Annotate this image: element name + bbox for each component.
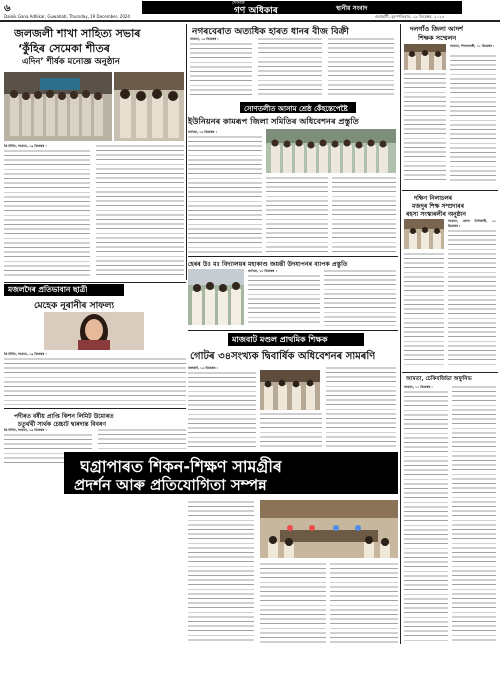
story-body-col2 xyxy=(260,412,322,449)
story-body-col3 xyxy=(326,366,396,449)
sidebar-teachers-meet xyxy=(402,22,498,188)
page-number: ৬ xyxy=(4,3,11,14)
story-body-col1 xyxy=(188,371,256,449)
story-headline: মেহেক নূৰানীৰ সাফল্য xyxy=(34,301,115,311)
dateline-en: Dainik Gana Adhikar, Guwahati, Thursday, 19 December, 2024 xyxy=(4,14,130,19)
student-photo xyxy=(44,312,144,350)
story-body-col2 xyxy=(260,562,326,644)
dateline-as: গুৱাহাটী, বৃহস্পতিবাৰ, ১৯ ডিচেম্বৰ, ২০২৪ xyxy=(375,14,445,19)
story-rule xyxy=(188,330,398,331)
story-sahitya-sabha xyxy=(4,24,184,280)
sidebar-dateline: আমতা, ১১ ডিচেম্বৰ : xyxy=(404,385,433,389)
story-exhibition xyxy=(4,452,398,648)
story-dateline: ৰংগিয়া, ১৮ ডিচেম্বৰ : xyxy=(248,269,277,273)
story-body-col2 xyxy=(324,269,396,326)
story-school-jubilee xyxy=(188,256,398,328)
story-body-col2 xyxy=(96,144,184,277)
sidebar-amta-news xyxy=(402,372,498,646)
story-headline-line3: এদিন’ শীৰ্ষক মনোজ্ঞ অনুষ্ঠান xyxy=(22,57,120,67)
masthead-bar xyxy=(142,1,462,14)
story-rice-seeds xyxy=(188,22,396,104)
story-body-col3 xyxy=(328,37,394,98)
story-body-col3 xyxy=(330,562,398,644)
story-dateline: ইচ চিনিব, আমতা, ১০ ডিচেম্বৰ : xyxy=(4,144,47,148)
sidebar-body-col1 xyxy=(448,229,496,367)
column-rule-right xyxy=(400,24,401,644)
story-headline-line2: ‘কুঁহিৰ সেমেকা শীতৰ xyxy=(18,42,110,55)
story-body-col3 xyxy=(332,176,396,253)
sidebar-body-col1 xyxy=(450,54,496,184)
sidebar-headline-line1: দক্ষিণ নিলাচলৰ xyxy=(414,195,453,202)
masthead xyxy=(0,0,500,23)
story-rule xyxy=(188,256,398,257)
sidebar-headline: আমতা, চেকিবৰ্জিডা অফুনিভ xyxy=(406,376,472,382)
story-body-col1 xyxy=(4,149,90,277)
story-body-col2 xyxy=(258,37,322,98)
exhibition-photo xyxy=(260,500,398,558)
story-headline-line1: জলজলী শাখা সাহিত্য সভাৰ xyxy=(14,27,141,40)
union-photo xyxy=(266,129,396,173)
story-dateline: ইচ চিনিব, আমতা, ১০ ডিচেম্বৰ : xyxy=(4,428,47,432)
story-rule xyxy=(4,282,186,283)
story-body-col1 xyxy=(248,274,320,326)
sidebar-body-col2 xyxy=(452,385,496,642)
story-dateline: মাজবাট, ১৩ ডিচেম্বৰ : xyxy=(188,366,218,370)
story-union-session xyxy=(188,102,398,254)
story-body-col1 xyxy=(190,42,252,98)
event-photo-2 xyxy=(114,72,184,141)
story-body-col2 xyxy=(266,176,328,253)
story-rule xyxy=(4,408,186,409)
story-headline-line2: প্ৰদৰ্শন আৰু প্ৰতিযোগিতা সম্পন্ন xyxy=(74,476,267,494)
sidebar-dateline: আমতা, কোনা তিনিবাৰী, ১১ ডিচেম্বৰ : xyxy=(448,219,496,228)
story-kicker: মাজবাট মণ্ডল প্ৰাথমিক শিক্ষক xyxy=(232,335,328,344)
section-label: স্থানীয় সংবাদ xyxy=(336,5,368,12)
story-kicker: সোণতলীত আসাম শ্ৰেষ্ঠ কেঁহন্তেপেষ্টৈ xyxy=(244,105,348,113)
story-dateline: আমতা, ১৩ ডিচেম্বৰ : xyxy=(190,37,219,41)
story-headline: গোটৰ ৩৪সংখ্যক দ্বিবাৰ্ষিক অধিবেশনৰ সামৰণি xyxy=(190,351,376,362)
sidebar-headline-line3: ৰহস্য সংস্কাৰলীৰ অনুষ্ঠান xyxy=(406,211,466,218)
sidebar-photo xyxy=(404,44,446,70)
sidebar-worker-program xyxy=(402,190,498,370)
sidebar-headline-line2: শিক্ষক সম্মেলন xyxy=(418,34,457,42)
story-headline: ইউনিয়নৰ কামৰূপ জিলা সমিতিৰ অধিবেশনৰ প্ৰস্তুতি xyxy=(188,116,359,126)
sidebar-headline-line1: দলগাঁও জিলা আদৰ্শ xyxy=(410,25,463,33)
story-headline-line1: ঘগ্ৰাপাৰত শিকন-শিক্ষণ সামগ্ৰীৰ xyxy=(80,457,282,476)
story-body-col1 xyxy=(188,135,262,253)
story-dateline: ইচ চিনিব, আমতা, ১০ ডিচেম্বৰ : xyxy=(4,352,47,356)
session-photo xyxy=(260,370,320,410)
story-student-success xyxy=(4,282,186,406)
sidebar-rule xyxy=(402,372,498,373)
story-headline-line2: চতুৰ্থৰ্থী সাৰ্থক চেচ্চাট দ্বাৰদান্ত বিবৰণ xyxy=(18,421,106,428)
story-headline: হেৰৰ উঃ মঃ বিদ্যালয়ৰ মহাকাণ্ড জয়ন্তী উদযাপনৰ ব্যাপক প্ৰস্তুতি xyxy=(188,261,348,268)
sidebar-headline-line2: মজদুৰ শিক্ষ সম্প্ৰদাৰৰ xyxy=(412,203,464,210)
paper-name: গণ অধিকাৰ xyxy=(234,6,278,16)
story-kicker: মজলদৈৰ প্ৰতিভাবান ছাত্ৰী xyxy=(8,285,88,294)
paper-prefix: দৈনিক xyxy=(232,0,245,6)
story-body xyxy=(4,357,186,405)
story-headline: নগৰবেৰাত অত্যধিক হাৰত ধানৰ বীজ বিক্ৰী xyxy=(192,27,349,37)
story-body-col1 xyxy=(188,500,254,644)
sidebar-body-col2 xyxy=(404,72,446,184)
story-dateline: ৰংগিয়া, ১৩ ডিচেম্বৰ : xyxy=(188,130,217,134)
sidebar-rule xyxy=(402,190,498,191)
column-rule xyxy=(186,24,187,280)
sidebar-body-col2 xyxy=(404,252,444,367)
school-photo xyxy=(188,269,244,325)
sidebar-body-col1 xyxy=(404,390,448,642)
sidebar-dateline: আমতা, শিমলাবাৰী, ১১ ডিচেম্বৰ : xyxy=(450,44,495,48)
event-photo xyxy=(4,72,112,141)
story-headline-line1: পদীৰত বৰ্ষীয় প্ৰাপ্তি কিশন লিমিট উমোৰত xyxy=(14,413,114,420)
sidebar-photo xyxy=(404,219,444,249)
story-teachers-session xyxy=(188,330,398,450)
